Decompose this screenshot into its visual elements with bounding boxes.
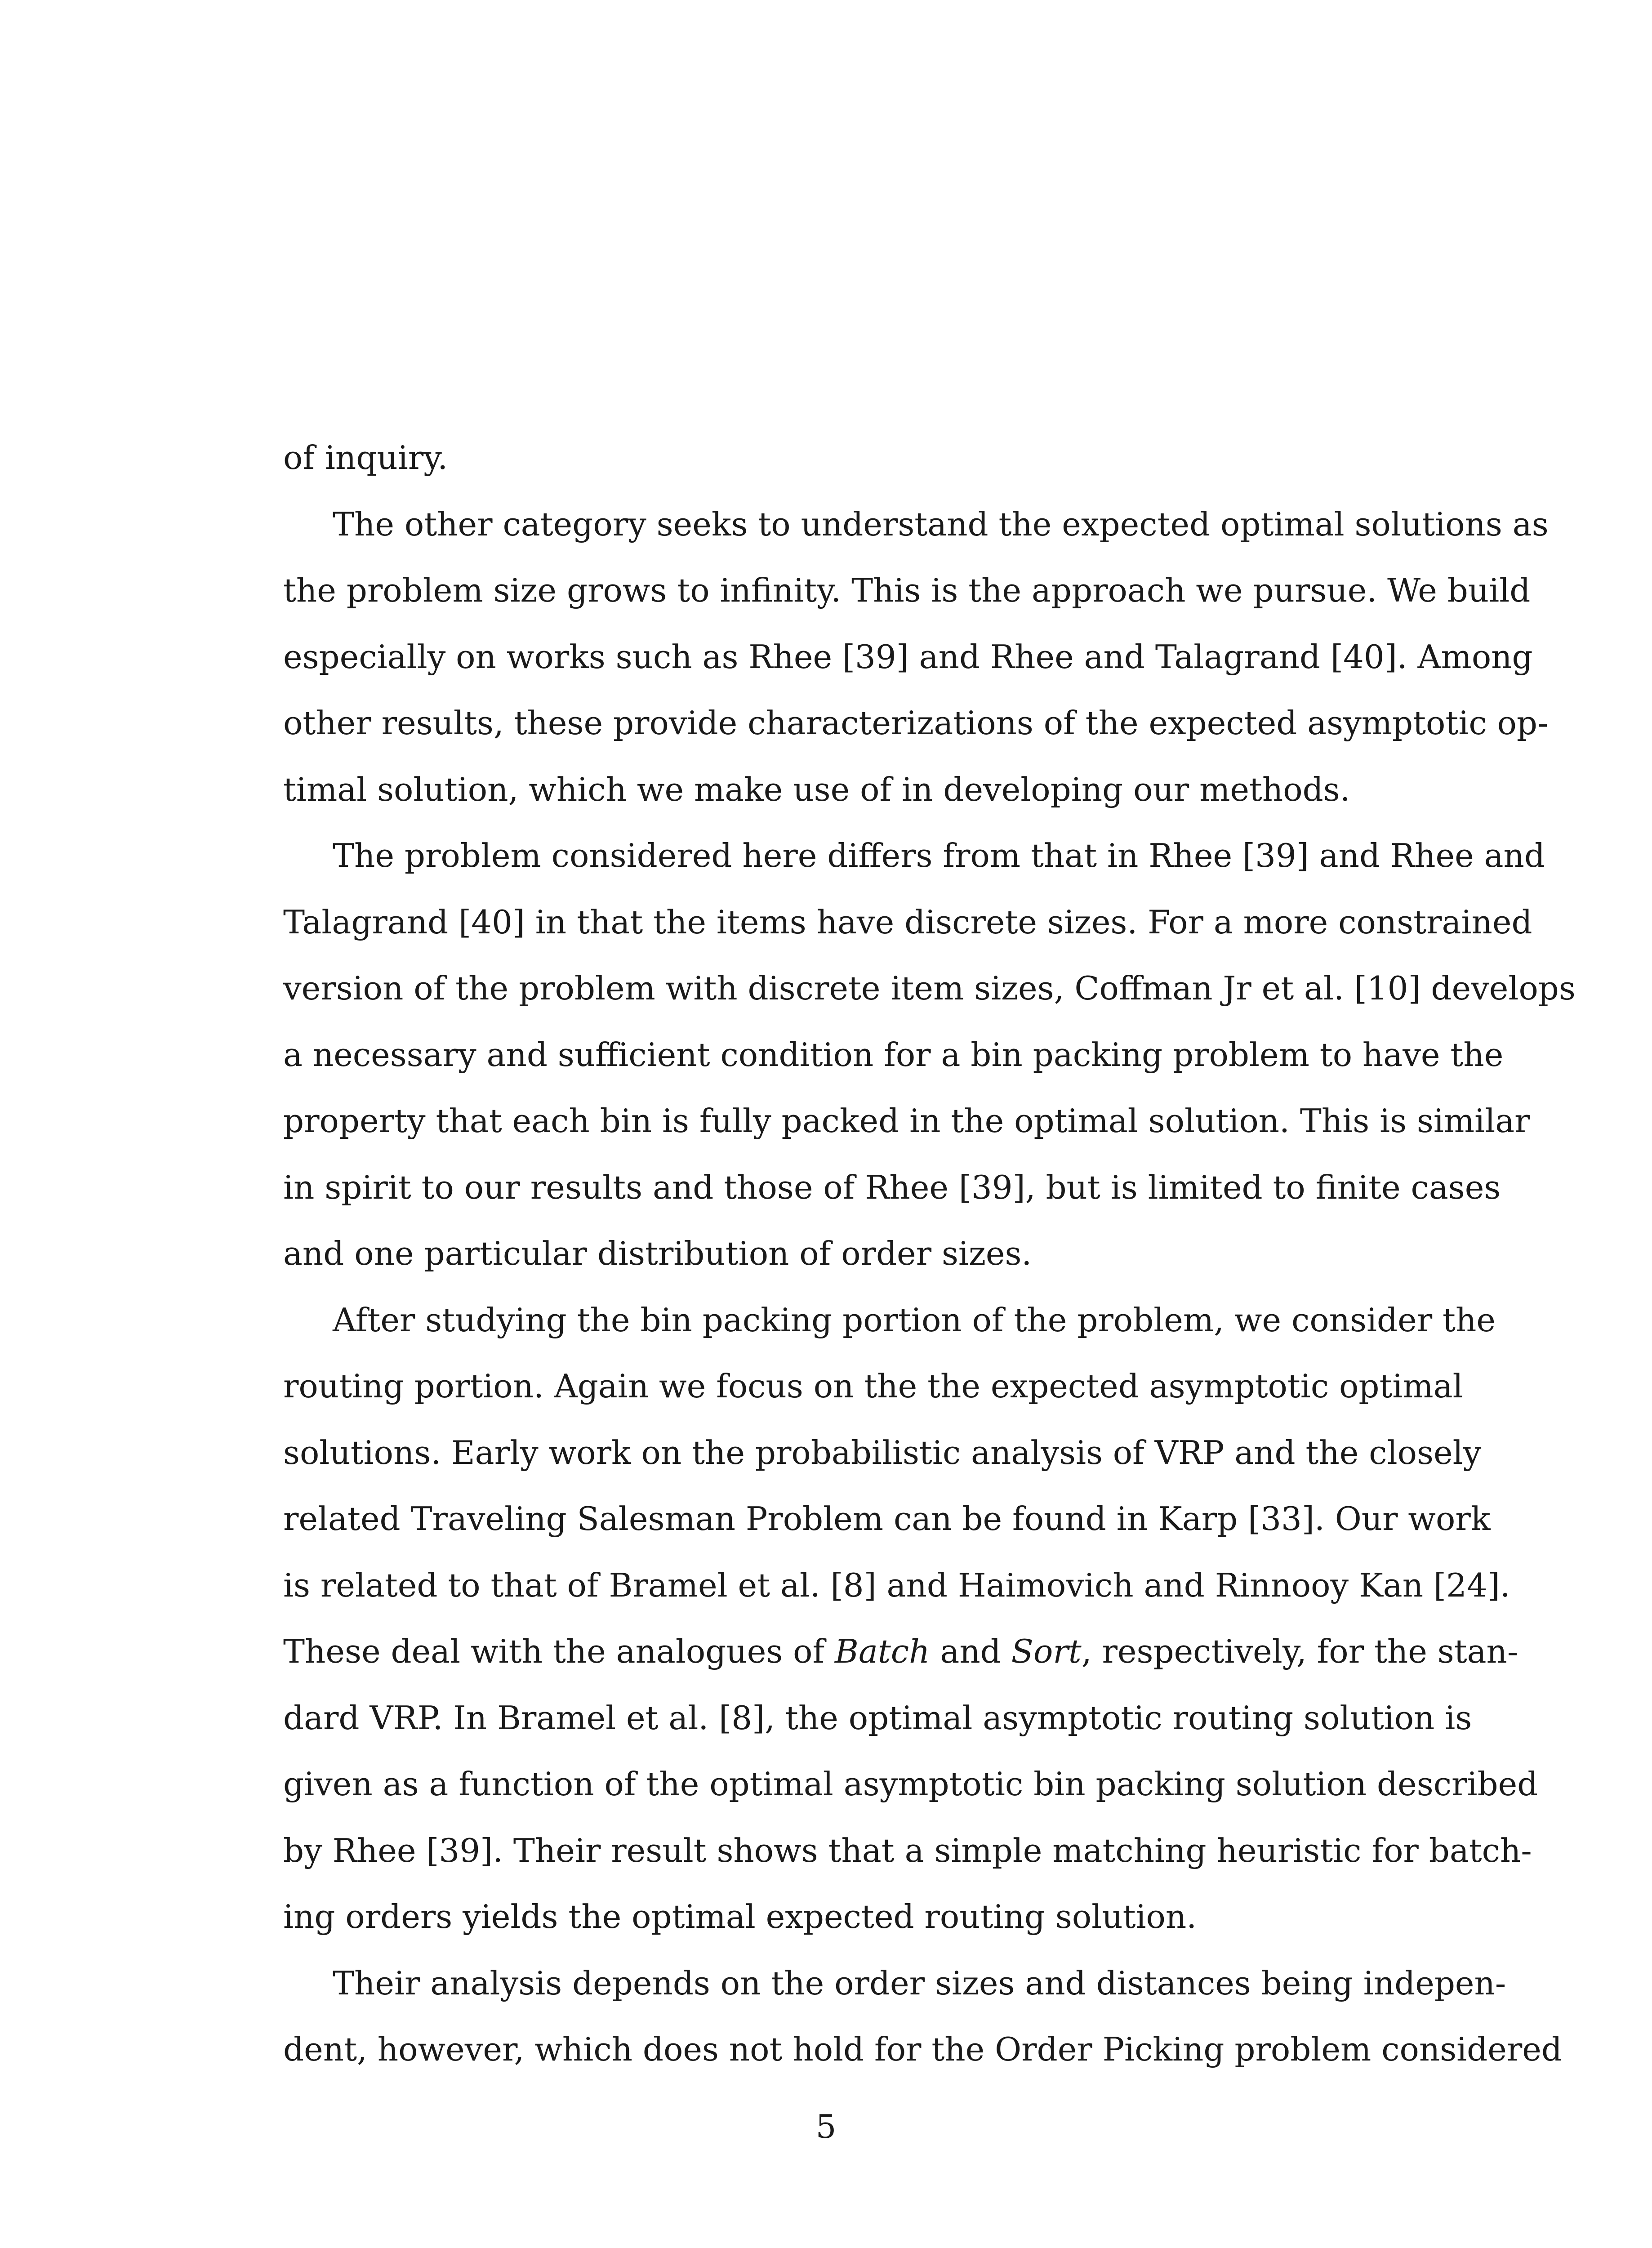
text-line: given as a function of the optimal asymptotic bin packing solution described bbox=[283, 1765, 1538, 1803]
text-span: , respectively, for the stan- bbox=[1081, 1632, 1518, 1670]
text-line: the problem size grows to infinity. This is the approach we pursue. We build bbox=[283, 571, 1531, 609]
text-line: Their analysis depends on the order sizes and distances being indepen- bbox=[333, 1964, 1506, 2002]
paragraph bbox=[283, 1950, 1562, 2083]
paragraph bbox=[283, 491, 1549, 823]
paragraph bbox=[283, 1287, 1538, 1950]
paragraph bbox=[283, 425, 1355, 491]
text-line bbox=[283, 1619, 1518, 1685]
paragraph bbox=[283, 823, 1576, 1287]
text-line: The other category seeks to understand the expected optimal solutions as bbox=[333, 505, 1549, 543]
page-body bbox=[283, 425, 1576, 2083]
text-line: After studying the bin packing portion of the problem, we consider the bbox=[333, 1301, 1496, 1339]
text-line: timal solution, which we make use of in developing our methods. bbox=[283, 770, 1350, 808]
text-line: Talagrand [40] in that the items have discrete sizes. For a more constrained bbox=[283, 903, 1532, 941]
text-line: a necessary and sufficient condition for a bin packing problem to have the bbox=[283, 1035, 1504, 1074]
emphasis-batch: Batch bbox=[835, 1632, 930, 1670]
text-line: routing portion. Again we focus on the the expected asymptotic optimal bbox=[283, 1367, 1463, 1405]
emphasis-sort: Sort bbox=[1011, 1632, 1082, 1670]
text-line: property that each bin is fully packed in the optimal solution. This is similar bbox=[283, 1102, 1530, 1140]
page-number: 5 bbox=[815, 2108, 837, 2145]
text-span: and bbox=[930, 1632, 1011, 1670]
text-line: dent, however, which does not hold for the Order Picking problem considered bbox=[283, 2030, 1562, 2068]
text-line: ing orders yields the optimal expected routing solution. bbox=[283, 1898, 1197, 1936]
text-line: of inquiry. bbox=[283, 439, 448, 477]
text-line: in spirit to our results and those of Rhee [39], but is limited to finite cases bbox=[283, 1168, 1501, 1206]
text-line: dard VRP. In Bramel et al. [8], the optimal asymptotic routing solution is bbox=[283, 1699, 1472, 1737]
text-line: by Rhee [39]. Their result shows that a simple matching heuristic for batch- bbox=[283, 1831, 1532, 1869]
text-line: The problem considered here differs from that in Rhee [39] and Rhee and bbox=[333, 837, 1545, 874]
text-line: related Traveling Salesman Problem can be found in Karp [33]. Our work bbox=[283, 1500, 1491, 1538]
text-line: version of the problem with discrete item sizes, Coffman Jr et al. [10] develops bbox=[283, 969, 1576, 1007]
text-line: is related to that of Bramel et al. [8] and Haimovich and Rinnooy Kan [24]. bbox=[283, 1566, 1510, 1604]
text-line: solutions. Early work on the probabilistic analysis of VRP and the closely bbox=[283, 1433, 1482, 1472]
text-span: These deal with the analogues of bbox=[283, 1632, 835, 1670]
text-line: especially on works such as Rhee [39] and Rhee and Talagrand [40]. Among bbox=[283, 638, 1533, 676]
text-line: and one particular distribution of order sizes. bbox=[283, 1235, 1032, 1272]
text-line: other results, these provide characterizations of the expected asymptotic op- bbox=[283, 704, 1549, 742]
